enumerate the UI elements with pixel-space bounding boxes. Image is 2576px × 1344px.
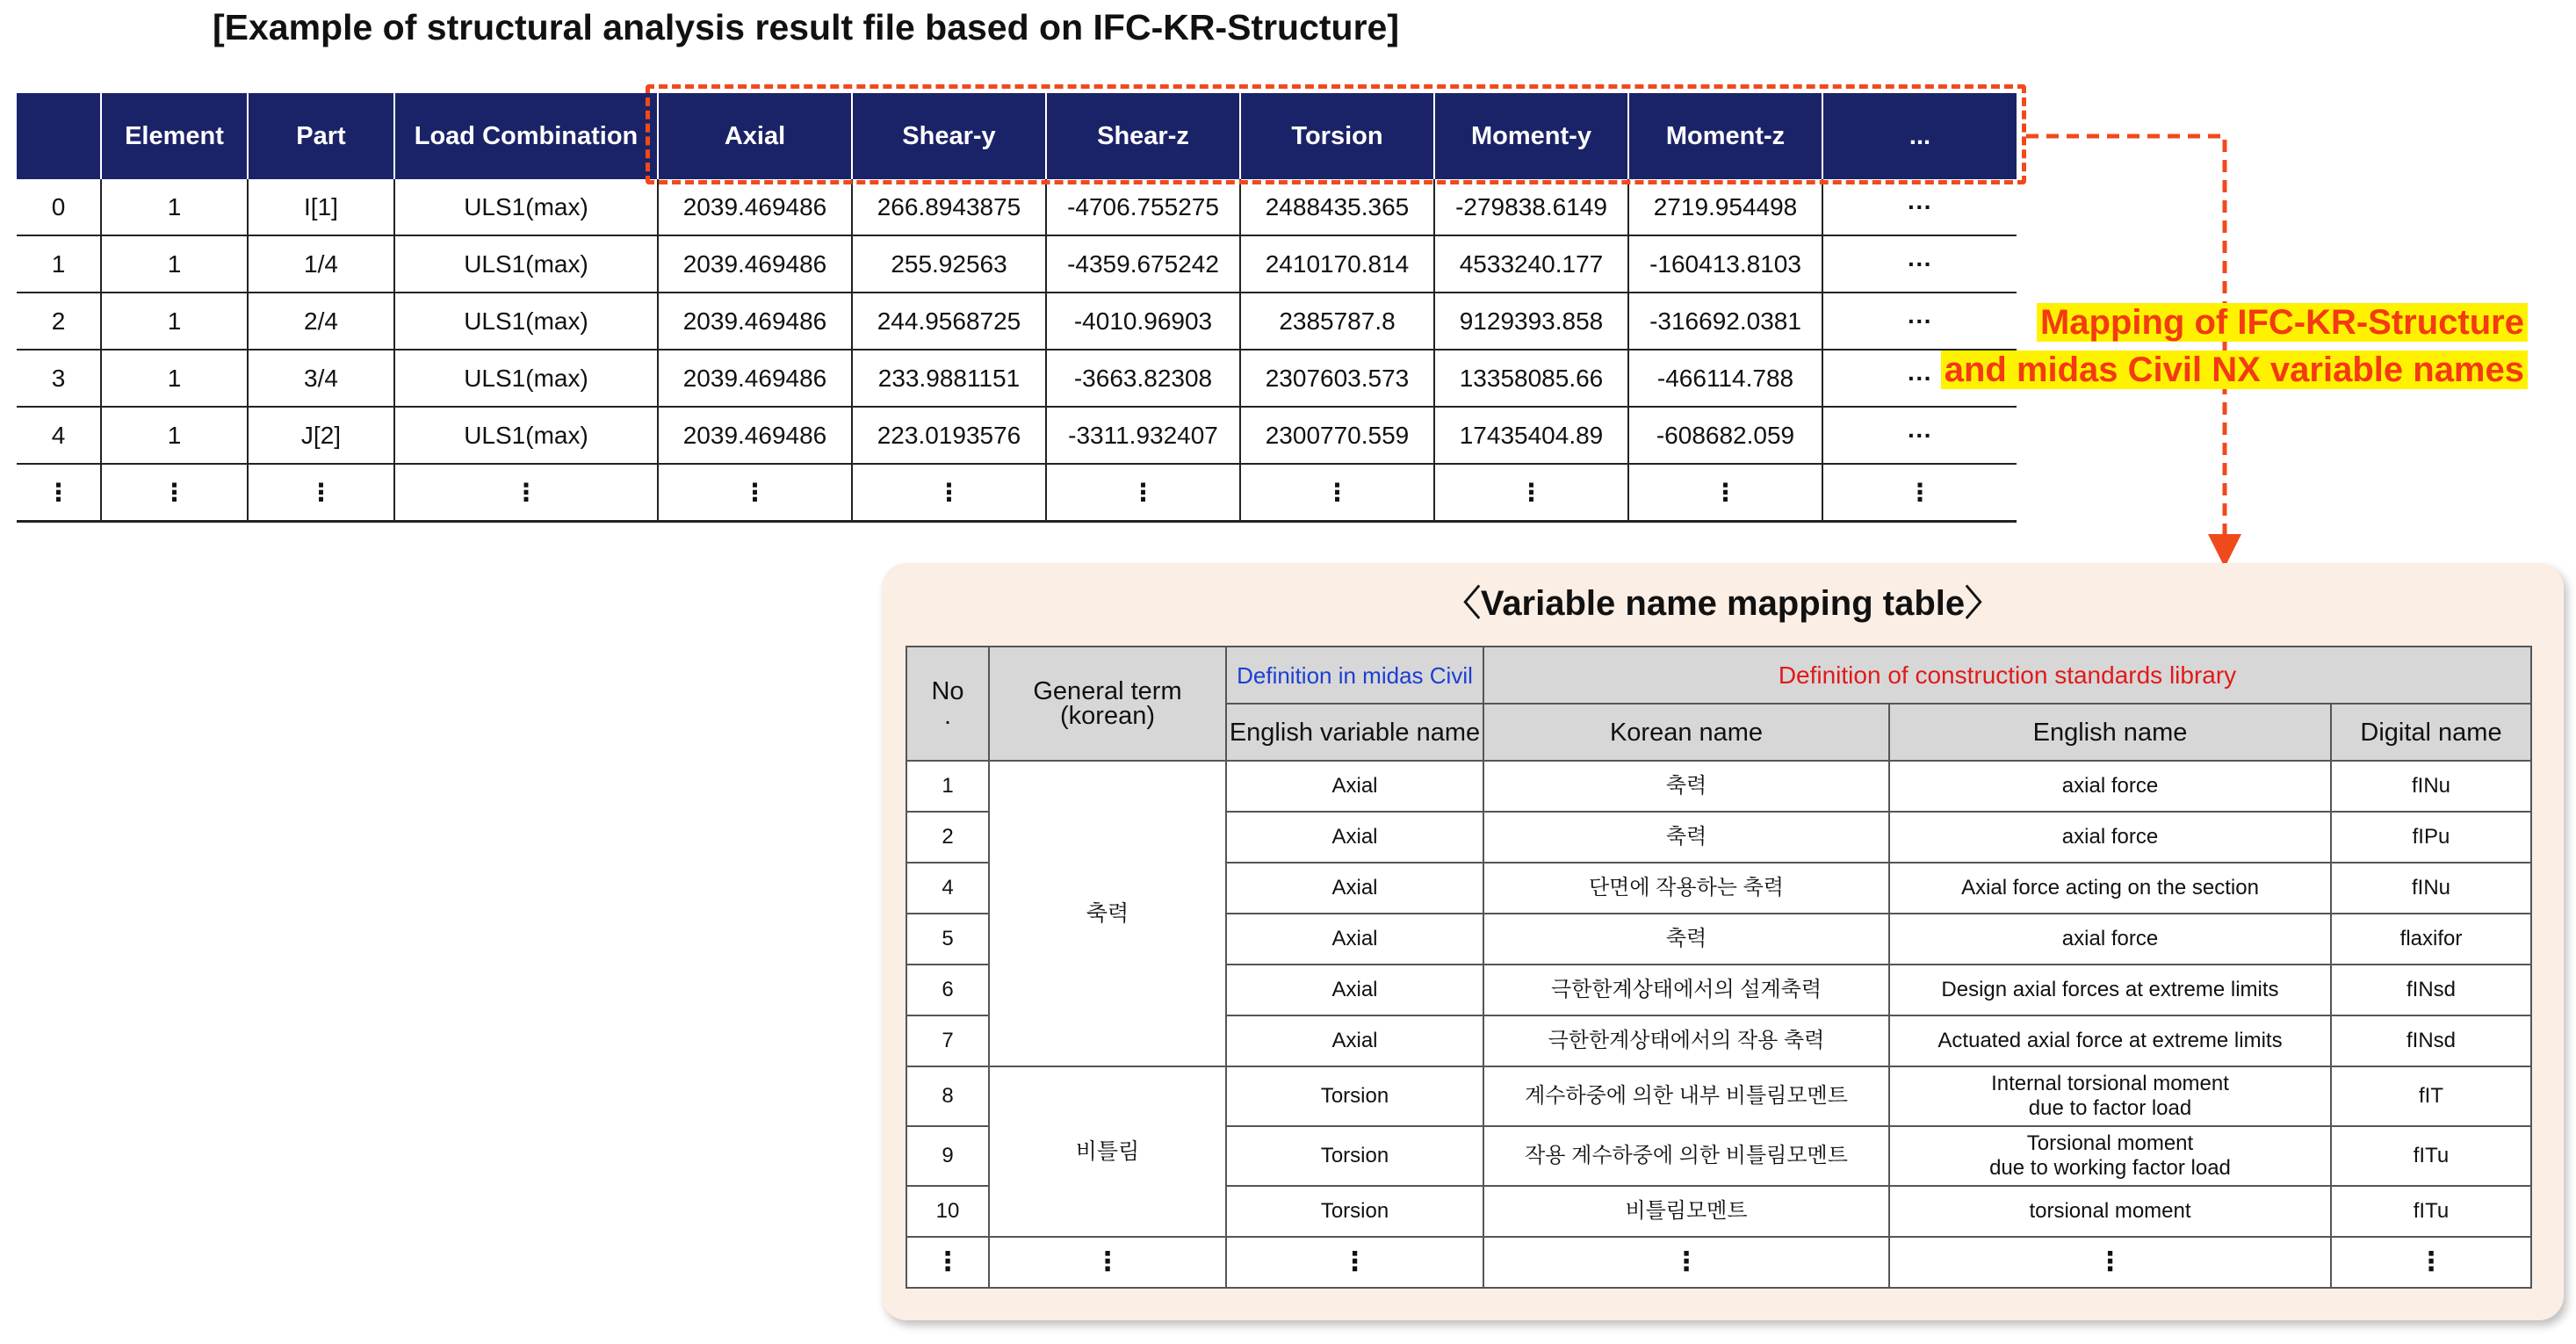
- row-number: 10: [906, 1186, 989, 1237]
- english-name-cell: Torsional moment due to working factor load: [1889, 1126, 2331, 1186]
- table-cell: ⋮: [1822, 464, 2017, 522]
- table-cell: -4706.755275: [1046, 179, 1240, 235]
- row-number: 9: [906, 1126, 989, 1186]
- table-cell: ···: [1822, 179, 2017, 235]
- variable-mapping-table: [906, 646, 2532, 1289]
- mapping-table-body: [906, 761, 2531, 1288]
- header-general-term: General term (korean): [989, 647, 1226, 761]
- table-cell: -608682.059: [1628, 407, 1822, 464]
- table-cell: 1: [101, 350, 248, 407]
- header-more: ...: [1822, 93, 2017, 179]
- korean-name-cell: 축력: [1483, 914, 1889, 965]
- table-cell: ⋮: [17, 464, 101, 522]
- english-variable-name-cell: Axial: [1226, 812, 1483, 863]
- panel-title: 〈Variable name mapping table〉: [1445, 584, 2001, 623]
- english-variable-name-cell: Axial: [1226, 863, 1483, 914]
- english-variable-name-cell: Axial: [1226, 914, 1483, 965]
- english-variable-name-cell: Axial: [1226, 965, 1483, 1015]
- digital-name-cell: fINsd: [2331, 965, 2531, 1015]
- english-variable-name-cell: Torsion: [1226, 1126, 1483, 1186]
- table-cell: J[2]: [248, 407, 394, 464]
- row-number: 4: [906, 863, 989, 914]
- table-cell: ⋮: [1046, 464, 1240, 522]
- table-cell: ···: [1822, 350, 2017, 407]
- table-cell: 13358085.66: [1434, 350, 1628, 407]
- table-cell: 1/4: [248, 235, 394, 293]
- mapping-callout: [1913, 299, 2528, 394]
- table-cell: 2039.469486: [658, 407, 852, 464]
- row-number: 2: [906, 812, 989, 863]
- table-cell: ULS1(max): [394, 350, 658, 407]
- row-number: 6: [906, 965, 989, 1015]
- row-number: 7: [906, 1015, 989, 1066]
- table-cell: 2385787.8: [1240, 293, 1434, 350]
- table-cell: 0: [17, 179, 101, 235]
- table-cell: 223.0193576: [852, 407, 1046, 464]
- table-cell: ···: [1822, 407, 2017, 464]
- table-cell: -3311.932407: [1046, 407, 1240, 464]
- table-cell: 1: [101, 235, 248, 293]
- table-cell: ⋮: [101, 464, 248, 522]
- header-library-definition: Definition of construction standards library: [1483, 647, 2531, 704]
- table-cell: ULS1(max): [394, 179, 658, 235]
- table-cell: ···: [1822, 235, 2017, 293]
- table-cell: ⋮: [852, 464, 1046, 522]
- digital-name-cell: fITu: [2331, 1186, 2531, 1237]
- korean-name-cell: 작용 계수하중에 의한 비틀림모멘트: [1483, 1126, 1889, 1186]
- table-cell: -466114.788: [1628, 350, 1822, 407]
- digital-name-cell: fITu: [2331, 1126, 2531, 1186]
- table-cell: ⋮: [1628, 464, 1822, 522]
- table-cell: 2039.469486: [658, 293, 852, 350]
- mapping-row: [906, 761, 2531, 812]
- header-english-variable-name: English variable name: [1226, 704, 1483, 761]
- row-number: 5: [906, 914, 989, 965]
- continuation-dots: ⋮: [989, 1237, 1226, 1288]
- header-load-combination: Load Combination: [394, 93, 658, 179]
- korean-name-cell: 비틀림모멘트: [1483, 1186, 1889, 1237]
- korean-name-cell: 축력: [1483, 812, 1889, 863]
- table-cell: ⋮: [248, 464, 394, 522]
- table-cell: 9129393.858: [1434, 293, 1628, 350]
- header-part: Part: [248, 93, 394, 179]
- header-moment-y: Moment-y: [1434, 93, 1628, 179]
- header-shear-y: Shear-y: [852, 93, 1046, 179]
- table-cell: 1: [101, 179, 248, 235]
- table-cell: 2039.469486: [658, 350, 852, 407]
- table-cell: ⋮: [1240, 464, 1434, 522]
- header-digital-name: Digital name: [2331, 704, 2531, 761]
- mapping-callout-line2: and midas Civil NX variable names: [1941, 350, 2528, 389]
- table-cell: -160413.8103: [1628, 235, 1822, 293]
- table-cell: ULS1(max): [394, 293, 658, 350]
- general-term-cell: 비틀림: [989, 1066, 1226, 1237]
- table-cell: 244.9568725: [852, 293, 1046, 350]
- header-shear-z: Shear-z: [1046, 93, 1240, 179]
- english-name-cell: torsional moment: [1889, 1186, 2331, 1237]
- continuation-dots: ⋮: [2331, 1237, 2531, 1288]
- table-cell: -4010.96903: [1046, 293, 1240, 350]
- continuation-dots: ⋮: [906, 1237, 989, 1288]
- header-torsion: Torsion: [1240, 93, 1434, 179]
- digital-name-cell: fIPu: [2331, 812, 2531, 863]
- korean-name-cell: 계수하중에 의한 내부 비틀림모멘트: [1483, 1066, 1889, 1126]
- english-name-cell: axial force: [1889, 914, 2331, 965]
- mapping-callout-line1: Mapping of IFC-KR-Structure: [2037, 303, 2528, 342]
- english-variable-name-cell: Axial: [1226, 761, 1483, 812]
- table-cell: 233.9881151: [852, 350, 1046, 407]
- row-number: 8: [906, 1066, 989, 1126]
- table-cell: 2488435.365: [1240, 179, 1434, 235]
- korean-name-cell: 단면에 작용하는 축력: [1483, 863, 1889, 914]
- table-cell: 1: [17, 235, 101, 293]
- english-name-cell: Internal torsional moment due to factor load: [1889, 1066, 2331, 1126]
- table-cell: ⋮: [658, 464, 852, 522]
- header-english-name: English name: [1889, 704, 2331, 761]
- header-axial: Axial: [658, 93, 852, 179]
- english-name-cell: Axial force acting on the section: [1889, 863, 2331, 914]
- english-name-cell: axial force: [1889, 761, 2331, 812]
- mapping-group-header-row: [906, 647, 2531, 704]
- korean-name-cell: 극한한계상태에서의 설계축력: [1483, 965, 1889, 1015]
- table-cell: 2307603.573: [1240, 350, 1434, 407]
- korean-name-cell: 축력: [1483, 761, 1889, 812]
- table-cell: 2: [17, 293, 101, 350]
- table-cell: 1: [101, 407, 248, 464]
- digital-name-cell: fINu: [2331, 761, 2531, 812]
- header-element: Element: [101, 93, 248, 179]
- table-cell: 1: [101, 293, 248, 350]
- header-midas-definition: Definition in midas Civil: [1226, 647, 1483, 704]
- general-term-cell: 축력: [989, 761, 1226, 1066]
- english-variable-name-cell: Torsion: [1226, 1066, 1483, 1126]
- table-cell: 2300770.559: [1240, 407, 1434, 464]
- table-cell: 2/4: [248, 293, 394, 350]
- table-cell: ⋮: [394, 464, 658, 522]
- digital-name-cell: fINu: [2331, 863, 2531, 914]
- table-cell: -3663.82308: [1046, 350, 1240, 407]
- table-cell: -279838.6149: [1434, 179, 1628, 235]
- table-cell: -4359.675242: [1046, 235, 1240, 293]
- header-korean-name: Korean name: [1483, 704, 1889, 761]
- table-cell: 3: [17, 350, 101, 407]
- row-number: 1: [906, 761, 989, 812]
- table-cell: 255.92563: [852, 235, 1046, 293]
- diagram-title: [Example of structural analysis result file based on IFC-KR-Structure]: [212, 7, 1400, 47]
- digital-name-cell: fINsd: [2331, 1015, 2531, 1066]
- korean-name-cell: 극한한계상태에서의 작용 축력: [1483, 1015, 1889, 1066]
- english-name-cell: Design axial forces at extreme limits: [1889, 965, 2331, 1015]
- table-cell: -316692.0381: [1628, 293, 1822, 350]
- table-cell: ULS1(max): [394, 235, 658, 293]
- continuation-dots: ⋮: [1483, 1237, 1889, 1288]
- table-cell: 3/4: [248, 350, 394, 407]
- table-cell: 2410170.814: [1240, 235, 1434, 293]
- digital-name-cell: fIT: [2331, 1066, 2531, 1126]
- english-name-cell: Actuated axial force at extreme limits: [1889, 1015, 2331, 1066]
- header-no: No .: [906, 647, 989, 761]
- continuation-dots: ⋮: [1226, 1237, 1483, 1288]
- digital-name-cell: flaxifor: [2331, 914, 2531, 965]
- table-cell: 4: [17, 407, 101, 464]
- continuation-dots: ⋮: [1889, 1237, 2331, 1288]
- table-cell: 266.8943875: [852, 179, 1046, 235]
- english-variable-name-cell: Torsion: [1226, 1186, 1483, 1237]
- table-cell: ULS1(max): [394, 407, 658, 464]
- table-cell: 4533240.177: [1434, 235, 1628, 293]
- english-variable-name-cell: Axial: [1226, 1015, 1483, 1066]
- table-cell: 2039.469486: [658, 235, 852, 293]
- table-cell: I[1]: [248, 179, 394, 235]
- table-cell: ···: [1822, 293, 2017, 350]
- table-cell: 2719.954498: [1628, 179, 1822, 235]
- english-name-cell: axial force: [1889, 812, 2331, 863]
- table-cell: ⋮: [1434, 464, 1628, 522]
- mapping-continuation-row: [906, 1237, 2531, 1288]
- table-cell: 2039.469486: [658, 179, 852, 235]
- table-cell: 17435404.89: [1434, 407, 1628, 464]
- header-moment-z: Moment-z: [1628, 93, 1822, 179]
- mapping-row: [906, 1066, 2531, 1126]
